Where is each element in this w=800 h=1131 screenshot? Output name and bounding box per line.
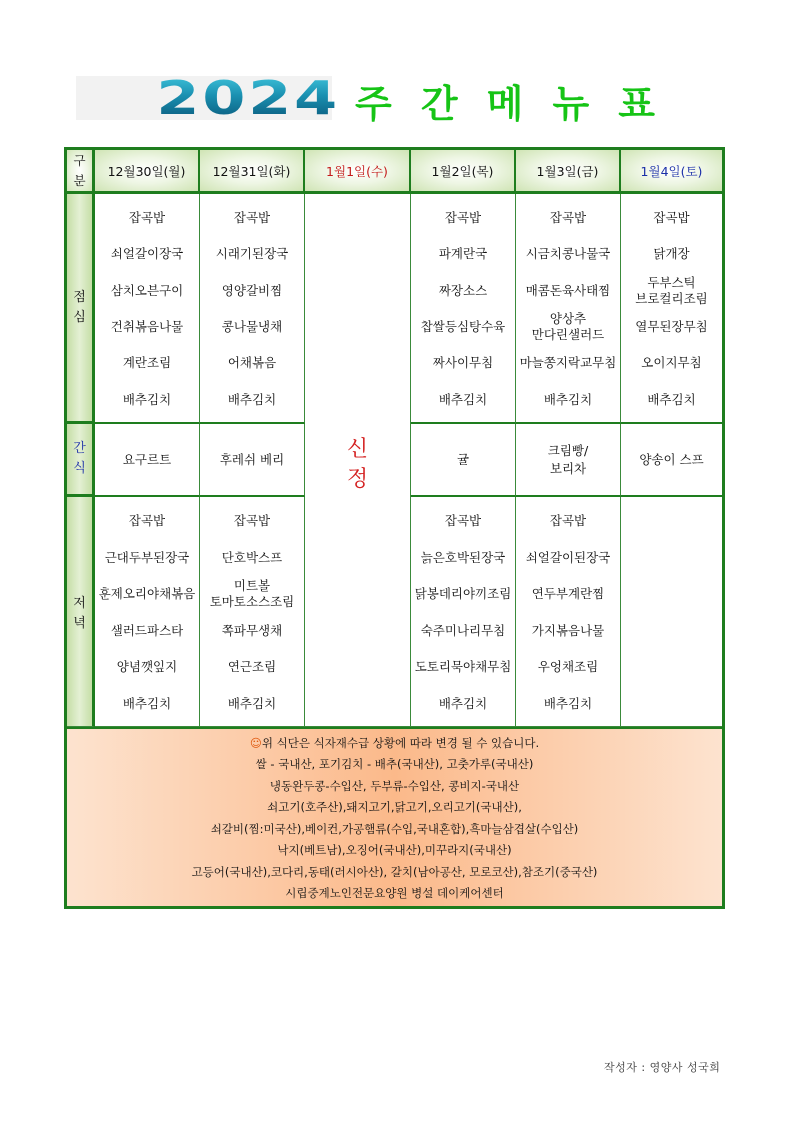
row-label-dinner: [67, 497, 95, 727]
menu-item: 콩나물냉채: [221, 319, 283, 335]
menu-item: 미트볼 토마토소스조림: [209, 578, 295, 610]
notes-line: 쇠갈비(찜:미국산),베이컨,가공햄류(수입,국내혼합),흑마늘삼겹살(수입산): [210, 821, 579, 836]
row-label-lunch: [67, 194, 95, 424]
menu-item: 우엉채조림: [537, 659, 599, 675]
menu-item: 훈제오리야채볶음: [98, 586, 196, 602]
notes-line: 시립중계노인전문요양원 병설 데이케어센터: [285, 886, 504, 900]
row-label-char: 심: [73, 309, 86, 325]
menu-item: 잡곡밥: [233, 210, 271, 226]
menu-item: 잡곡밥: [549, 513, 587, 529]
menu-item: 연두부계란찜: [531, 586, 605, 602]
day-header-thu: 1월2일(목): [411, 150, 516, 194]
menu-item: 배추김치: [438, 695, 488, 711]
menu-item: 양념깻잎지: [116, 659, 178, 675]
menu-item: 오이지무침: [641, 355, 702, 371]
dinner-mon: [95, 497, 200, 727]
menu-item: 배추김치: [122, 391, 172, 407]
weekly-menu-table: [64, 147, 725, 909]
lunch-thu: [411, 194, 516, 424]
day-header-sat: 1월4일(토): [621, 150, 722, 194]
menu-item: 배추김치: [227, 695, 277, 711]
menu-item: 배추김치: [122, 695, 172, 711]
menu-item: 마늘쫑지락교무침: [519, 355, 617, 371]
dinner-sat-empty: [621, 497, 722, 727]
lunch-sat: [621, 194, 722, 424]
menu-item: 찹쌀등심탕수육: [420, 319, 506, 335]
menu-item: 도토리묵야채무침: [414, 659, 512, 675]
menu-item: 쇠얼갈이장국: [110, 246, 184, 262]
menu-item: 배추김치: [438, 391, 488, 407]
menu-item: 양상추 만다린샐러드: [531, 311, 605, 343]
title-char: 간: [420, 81, 458, 126]
menu-item: 연근조림: [227, 659, 277, 675]
snack-mon: 요구르트: [95, 424, 200, 497]
menu-item: 두부스틱 브로컬리조림: [635, 274, 708, 306]
snack-tue: 후레쉬 베리: [200, 424, 305, 497]
lunch-fri: [516, 194, 621, 424]
menu-item: 잡곡밥: [653, 210, 690, 226]
notes-line: 고등어(국내산),코다리,동태(러시아산), 갈치(남아공산, 모로코산),참조기(중국산): [191, 864, 598, 879]
menu-item: 단호박스프: [221, 549, 283, 565]
smile-icon: ☺: [249, 735, 262, 750]
page-title: [355, 76, 655, 124]
menu-item: 어채볶음: [227, 355, 277, 371]
menu-item: 잡곡밥: [549, 210, 587, 226]
title-char: 뉴: [552, 81, 590, 126]
menu-item: 배추김치: [227, 391, 277, 407]
lunch-tue: [200, 194, 305, 424]
menu-item: 닭개장: [653, 246, 690, 262]
row-label-snack: [67, 424, 95, 497]
menu-item: 영양갈비찜: [221, 282, 283, 298]
day-header-fri: 1월3일(금): [516, 150, 621, 194]
holiday-label-char: 신: [346, 437, 369, 462]
snack-sat: 양송이 스프: [621, 424, 722, 497]
row-label-char: 식: [73, 461, 86, 476]
author-credit: 작성자 : 영양사 성국희: [604, 1061, 721, 1074]
corner-label-char: 분: [73, 172, 86, 188]
dinner-fri: [516, 497, 621, 727]
holiday-label-char: 정: [346, 467, 369, 492]
day-header-tue: 12월31일(화): [200, 150, 305, 194]
menu-item: 잡곡밥: [128, 210, 166, 226]
title-char: 표: [618, 81, 655, 126]
notes-origin-info: [67, 727, 722, 906]
menu-item: 매콤돈육사태찜: [525, 282, 611, 298]
row-label-char: 저: [73, 596, 86, 611]
row-label-char: 간: [73, 441, 86, 456]
menu-item: 잡곡밥: [444, 513, 482, 529]
menu-item: 계란조림: [122, 355, 172, 371]
row-label-char: 점: [73, 289, 86, 305]
menu-item: 잡곡밥: [128, 513, 166, 529]
menu-item: 건취볶음나물: [110, 319, 184, 335]
notes-line-text: 위 식단은 식자재수급 상황에 따라 변경 될 수 있습니다.: [261, 735, 540, 750]
menu-item: 숙주미나리무침: [420, 622, 506, 638]
menu-item: 배추김치: [647, 391, 696, 407]
menu-item: 닭봉데리야끼조림: [414, 586, 512, 602]
day-header-mon: 12월30일(월): [95, 150, 200, 194]
menu-item: 샐러드파스타: [110, 622, 184, 638]
menu-item: 시금치콩나물국: [525, 246, 611, 262]
menu-item: 짜사이무침: [432, 355, 494, 371]
title-char: 주: [355, 81, 392, 126]
notes-line: [250, 733, 539, 755]
notes-line: 쇠고기(호주산),돼지고기,닭고기,오리고기(국내산),: [267, 800, 522, 814]
corner-label-char: 구: [73, 152, 86, 168]
menu-item: 늙은호박된장국: [420, 549, 506, 565]
snack-fri: 크림빵/ 보리차: [516, 424, 621, 497]
menu-item: 쪽파무생채: [221, 622, 283, 638]
notes-line: 낙지(베트남),오징어(국내산),미꾸라지(국내산): [277, 843, 512, 857]
title-year: 2024: [76, 76, 420, 120]
snack-thu: 귤: [411, 424, 516, 497]
notes-line: 쌀 - 국내산, 포기김치 - 배추(국내산), 고춧가루(국내산): [255, 757, 534, 771]
day-header-wed-holiday: 1월1일(수): [305, 150, 411, 194]
dinner-thu: [411, 497, 516, 727]
menu-item: 배추김치: [543, 391, 593, 407]
menu-item: 가지볶음나물: [531, 622, 605, 638]
menu-item: 잡곡밥: [233, 513, 271, 529]
menu-item: 배추김치: [543, 695, 593, 711]
menu-item: 잡곡밥: [444, 210, 482, 226]
holiday-cell-new-year: [305, 194, 411, 727]
row-label-char: 녁: [73, 616, 86, 631]
lunch-mon: [95, 194, 200, 424]
menu-item: 열무된장무침: [635, 319, 708, 335]
title-char: 메: [486, 81, 524, 126]
menu-item: 시래기된장국: [215, 246, 289, 262]
menu-item: 짜장소스: [438, 282, 488, 298]
menu-item: 쇠얼갈이된장국: [525, 549, 611, 565]
menu-item: 파계란국: [438, 246, 488, 262]
notes-line: 냉동완두콩-수입산, 두부류-수입산, 콩비지-국내산: [269, 778, 520, 793]
dinner-tue: [200, 497, 305, 727]
corner-header: [67, 150, 95, 194]
menu-item: 근대두부된장국: [104, 549, 190, 565]
menu-item: 삼치오븐구이: [110, 282, 184, 298]
